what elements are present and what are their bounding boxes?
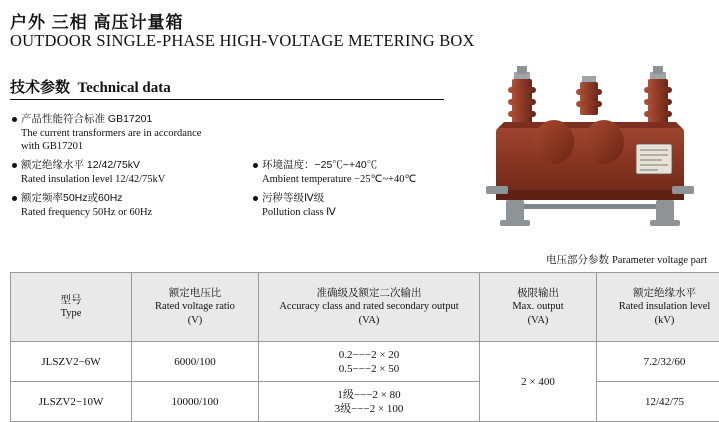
header-accuracy-output — [259, 273, 480, 342]
header-max-en: Max. output — [482, 300, 594, 314]
technical-data-heading-en: Technical data — [78, 80, 171, 96]
param-voltage-caption-en: Parameter voltage part — [612, 255, 707, 266]
spec-zh: 污秽等级Ⅳ级 — [262, 192, 483, 206]
spec-en-1: Rated insulation level 12/42/75kV — [21, 173, 252, 187]
header-insulation-en: Rated insulation level — [599, 300, 719, 314]
header-accuracy-unit: (VA) — [261, 314, 477, 328]
spec-en-1: Ambient temperature −25℃~+40℃ — [262, 173, 483, 187]
bullet-icon — [12, 196, 17, 201]
spec-en-1: Rated frequency 50Hz or 60Hz — [21, 206, 252, 220]
header-rated-voltage-ratio — [132, 273, 259, 342]
header-max-unit: (VA) — [482, 314, 594, 328]
specification-table — [10, 272, 719, 422]
bullet-icon — [253, 196, 258, 201]
bushing-right — [644, 66, 672, 125]
cell-insulation: 12/42/75 — [597, 382, 719, 422]
header-insulation-zh: 额定绝缘水平 — [599, 287, 719, 301]
box-dome-left — [534, 120, 574, 164]
product-image — [470, 58, 710, 243]
nameplate — [636, 144, 672, 174]
table-row — [11, 342, 719, 382]
technical-data-heading-zh: 技术参数 — [10, 79, 70, 96]
param-voltage-caption — [546, 252, 707, 267]
cell-insulation: 7.2/32/60 — [597, 342, 719, 382]
spec-item-ambient-temperature — [253, 159, 483, 186]
header-ratio-unit: (V) — [134, 314, 256, 328]
spec-zh: 环境温度：−25℃~+40℃ — [262, 159, 483, 173]
bullet-icon — [253, 163, 258, 168]
spec-item-frequency — [12, 192, 252, 219]
technical-data-divider — [10, 99, 444, 100]
box-lower-rim — [496, 190, 684, 200]
header-max-output — [480, 273, 597, 342]
header-ratio-zh: 额定电压比 — [134, 287, 256, 301]
table-header-row — [11, 273, 719, 342]
spec-zh: 产品性能符合标准 GB17201 — [21, 113, 252, 127]
cell-output-line: 3级−−−2 × 100 — [261, 402, 477, 416]
spec-item-insulation-level — [12, 159, 252, 186]
header-max-zh: 极限输出 — [482, 287, 594, 301]
cell-output-line: 1级−−−2 × 80 — [261, 388, 477, 402]
header-insulation-level — [597, 273, 719, 342]
header-insulation-unit: (kV) — [599, 314, 719, 328]
bushing-center — [576, 76, 602, 115]
cell-output — [259, 342, 480, 382]
technical-data-heading — [10, 76, 171, 97]
cell-type: JLSZV2−6W — [11, 342, 132, 382]
cell-max-output: 2 × 400 — [480, 342, 597, 422]
cell-output-line: 0.5−−−2 × 50 — [261, 362, 477, 376]
cell-ratio: 6000/100 — [132, 342, 259, 382]
cell-ratio: 10000/100 — [132, 382, 259, 422]
header-type — [11, 273, 132, 342]
spec-en-1: The current transformers are in accordance — [21, 127, 252, 141]
cell-output — [259, 382, 480, 422]
page-title-zh: 户外 三相 高压计量箱 — [10, 8, 183, 33]
bullet-icon — [12, 163, 17, 168]
spec-en-2: with GB17201 — [21, 140, 252, 154]
bullet-icon — [12, 117, 17, 122]
header-ratio-en: Rated voltage ratio — [134, 300, 256, 314]
box-dome-right — [584, 120, 624, 164]
header-accuracy-zh: 准确级及额定二次输出 — [261, 287, 477, 301]
base-bar — [524, 204, 656, 209]
table-row — [11, 382, 719, 422]
header-type-en: Type — [13, 307, 129, 321]
cell-type: JLSZV2−10W — [11, 382, 132, 422]
spec-item-standard — [12, 113, 252, 154]
metering-box-illustration — [470, 58, 710, 243]
table-body — [11, 342, 719, 422]
page-title-en: OUTDOOR SINGLE-PHASE HIGH-VOLTAGE METERING BOX — [10, 31, 475, 51]
table-header — [11, 273, 719, 342]
spec-zh: 额定频率50Hz或60Hz — [21, 192, 252, 206]
cell-output-line: 0.2−−−2 × 20 — [261, 348, 477, 362]
header-type-zh: 型号 — [13, 294, 129, 308]
header-accuracy-en: Accuracy class and rated secondary output — [261, 300, 477, 314]
param-voltage-caption-zh: 电压部分参数 — [546, 254, 609, 266]
bushing-left — [508, 66, 536, 125]
spec-item-pollution-class — [253, 192, 483, 219]
spec-en-1: Pollution class Ⅳ — [262, 206, 483, 220]
spec-zh: 额定绝缘水平 12/42/75kV — [21, 159, 252, 173]
